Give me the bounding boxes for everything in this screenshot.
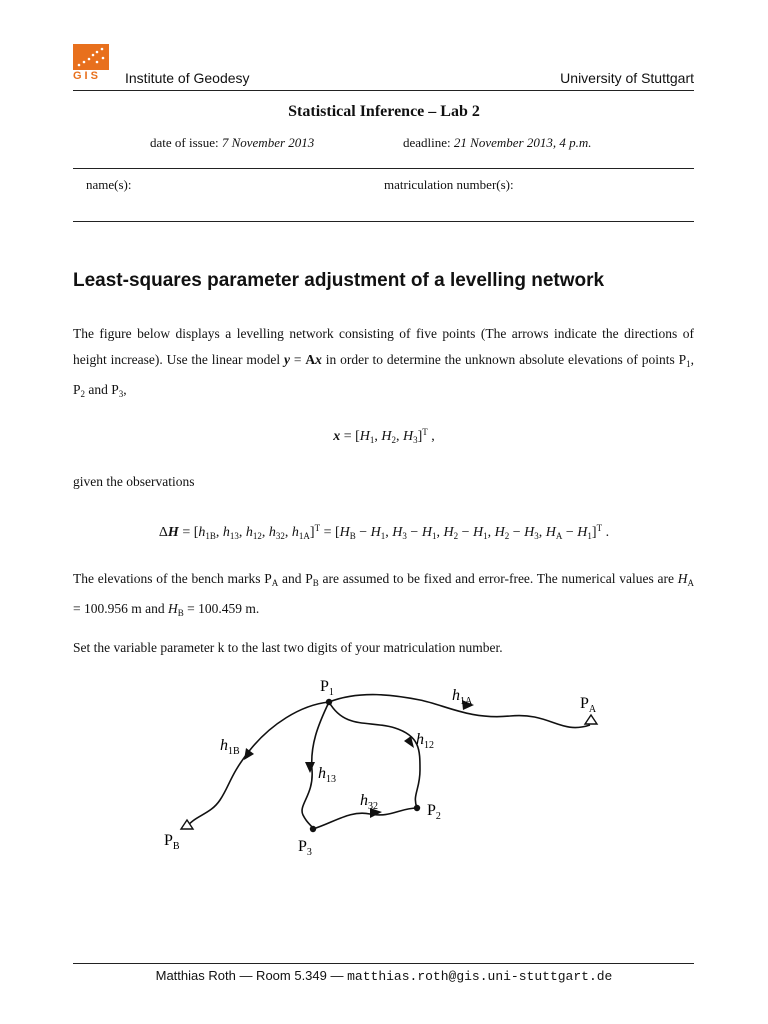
logo-text: GIS [73, 70, 101, 82]
arrow-h1B [244, 748, 254, 760]
label-h1A: $h_{1A}$ [452, 687, 473, 707]
arrow-h13 [305, 762, 315, 773]
label-PA: $P_A$ [580, 695, 597, 715]
label-P3: $P_3$ [298, 838, 312, 858]
benchmark-paragraph: The elevations of the bench marks $P_A$ and $P_B$ are assumed to be fixed and error-free. The numerical values are $H_A = 100.956$ m and $H_B = 100.459$ m. [73, 571, 695, 618]
benchmark-PB [181, 820, 193, 829]
label-h12: $h_{12}$ [416, 731, 434, 751]
edge-h32 [313, 808, 417, 829]
deadline: deadline: 21 November 2013, 4 p.m. [403, 135, 592, 150]
point-P1 [326, 699, 332, 705]
label-P2: $P_2$ [427, 802, 441, 822]
names-label: name(s): [86, 177, 132, 192]
lab-title: Statistical Inference – Lab 2 [288, 103, 480, 120]
benchmark-PA [585, 715, 597, 724]
matriculation-label: matriculation number(s): [384, 177, 514, 192]
institute-name: Institute of Geodesy [125, 70, 250, 86]
point-P2 [414, 805, 420, 811]
section-title: Least-squares parameter adjustment of a levelling network [73, 270, 605, 291]
edge-h12 [329, 702, 420, 808]
unknowns-equation: $x = [H_1$, $H_2$, $H_3]^T$ , [333, 427, 435, 445]
footer-rule [73, 963, 694, 964]
issue-date: date of issue: 7 November 2013 [150, 135, 315, 150]
observations-equation: $\Delta H = [h_{1B}$, $h_{13}$, $h_{12}$, $h_{32}$, $h_{1A}]^T = [H_B - H_1$, $H_3 - H_1$, $H_2 - H_1$, $H_2 - H_3$, $H_A - H_1]^T$ . [158, 523, 610, 541]
label-PB: $P_B$ [164, 832, 180, 852]
footer [0, 968, 768, 984]
footer-author-room: Matthias Roth — Room 5.349 — [155, 968, 348, 983]
given-text: given the observations [73, 474, 195, 489]
label-P1: $P_1$ [320, 678, 334, 698]
university-name: University of Stuttgart [560, 70, 694, 86]
intro-paragraph: The figure below displays a levelling network consisting of five points (The arrows indicate the directions of height increase). Use the linear model y = Ax in order to determine the unknown absolute elevations of points $P_1$, $P_2$ and $P_3$, [73, 326, 694, 399]
label-h13: $h_{13}$ [318, 765, 336, 785]
footer-email[interactable]: matthias.roth@gis.uni-stuttgart.de [347, 969, 613, 984]
label-h32: $h_{32}$ [360, 792, 378, 812]
point-P3 [310, 826, 316, 832]
parameter-paragraph: Set the variable parameter k to the last two digits of your matriculation number. [73, 640, 503, 655]
label-h1B: $h_{1B}$ [220, 737, 240, 757]
